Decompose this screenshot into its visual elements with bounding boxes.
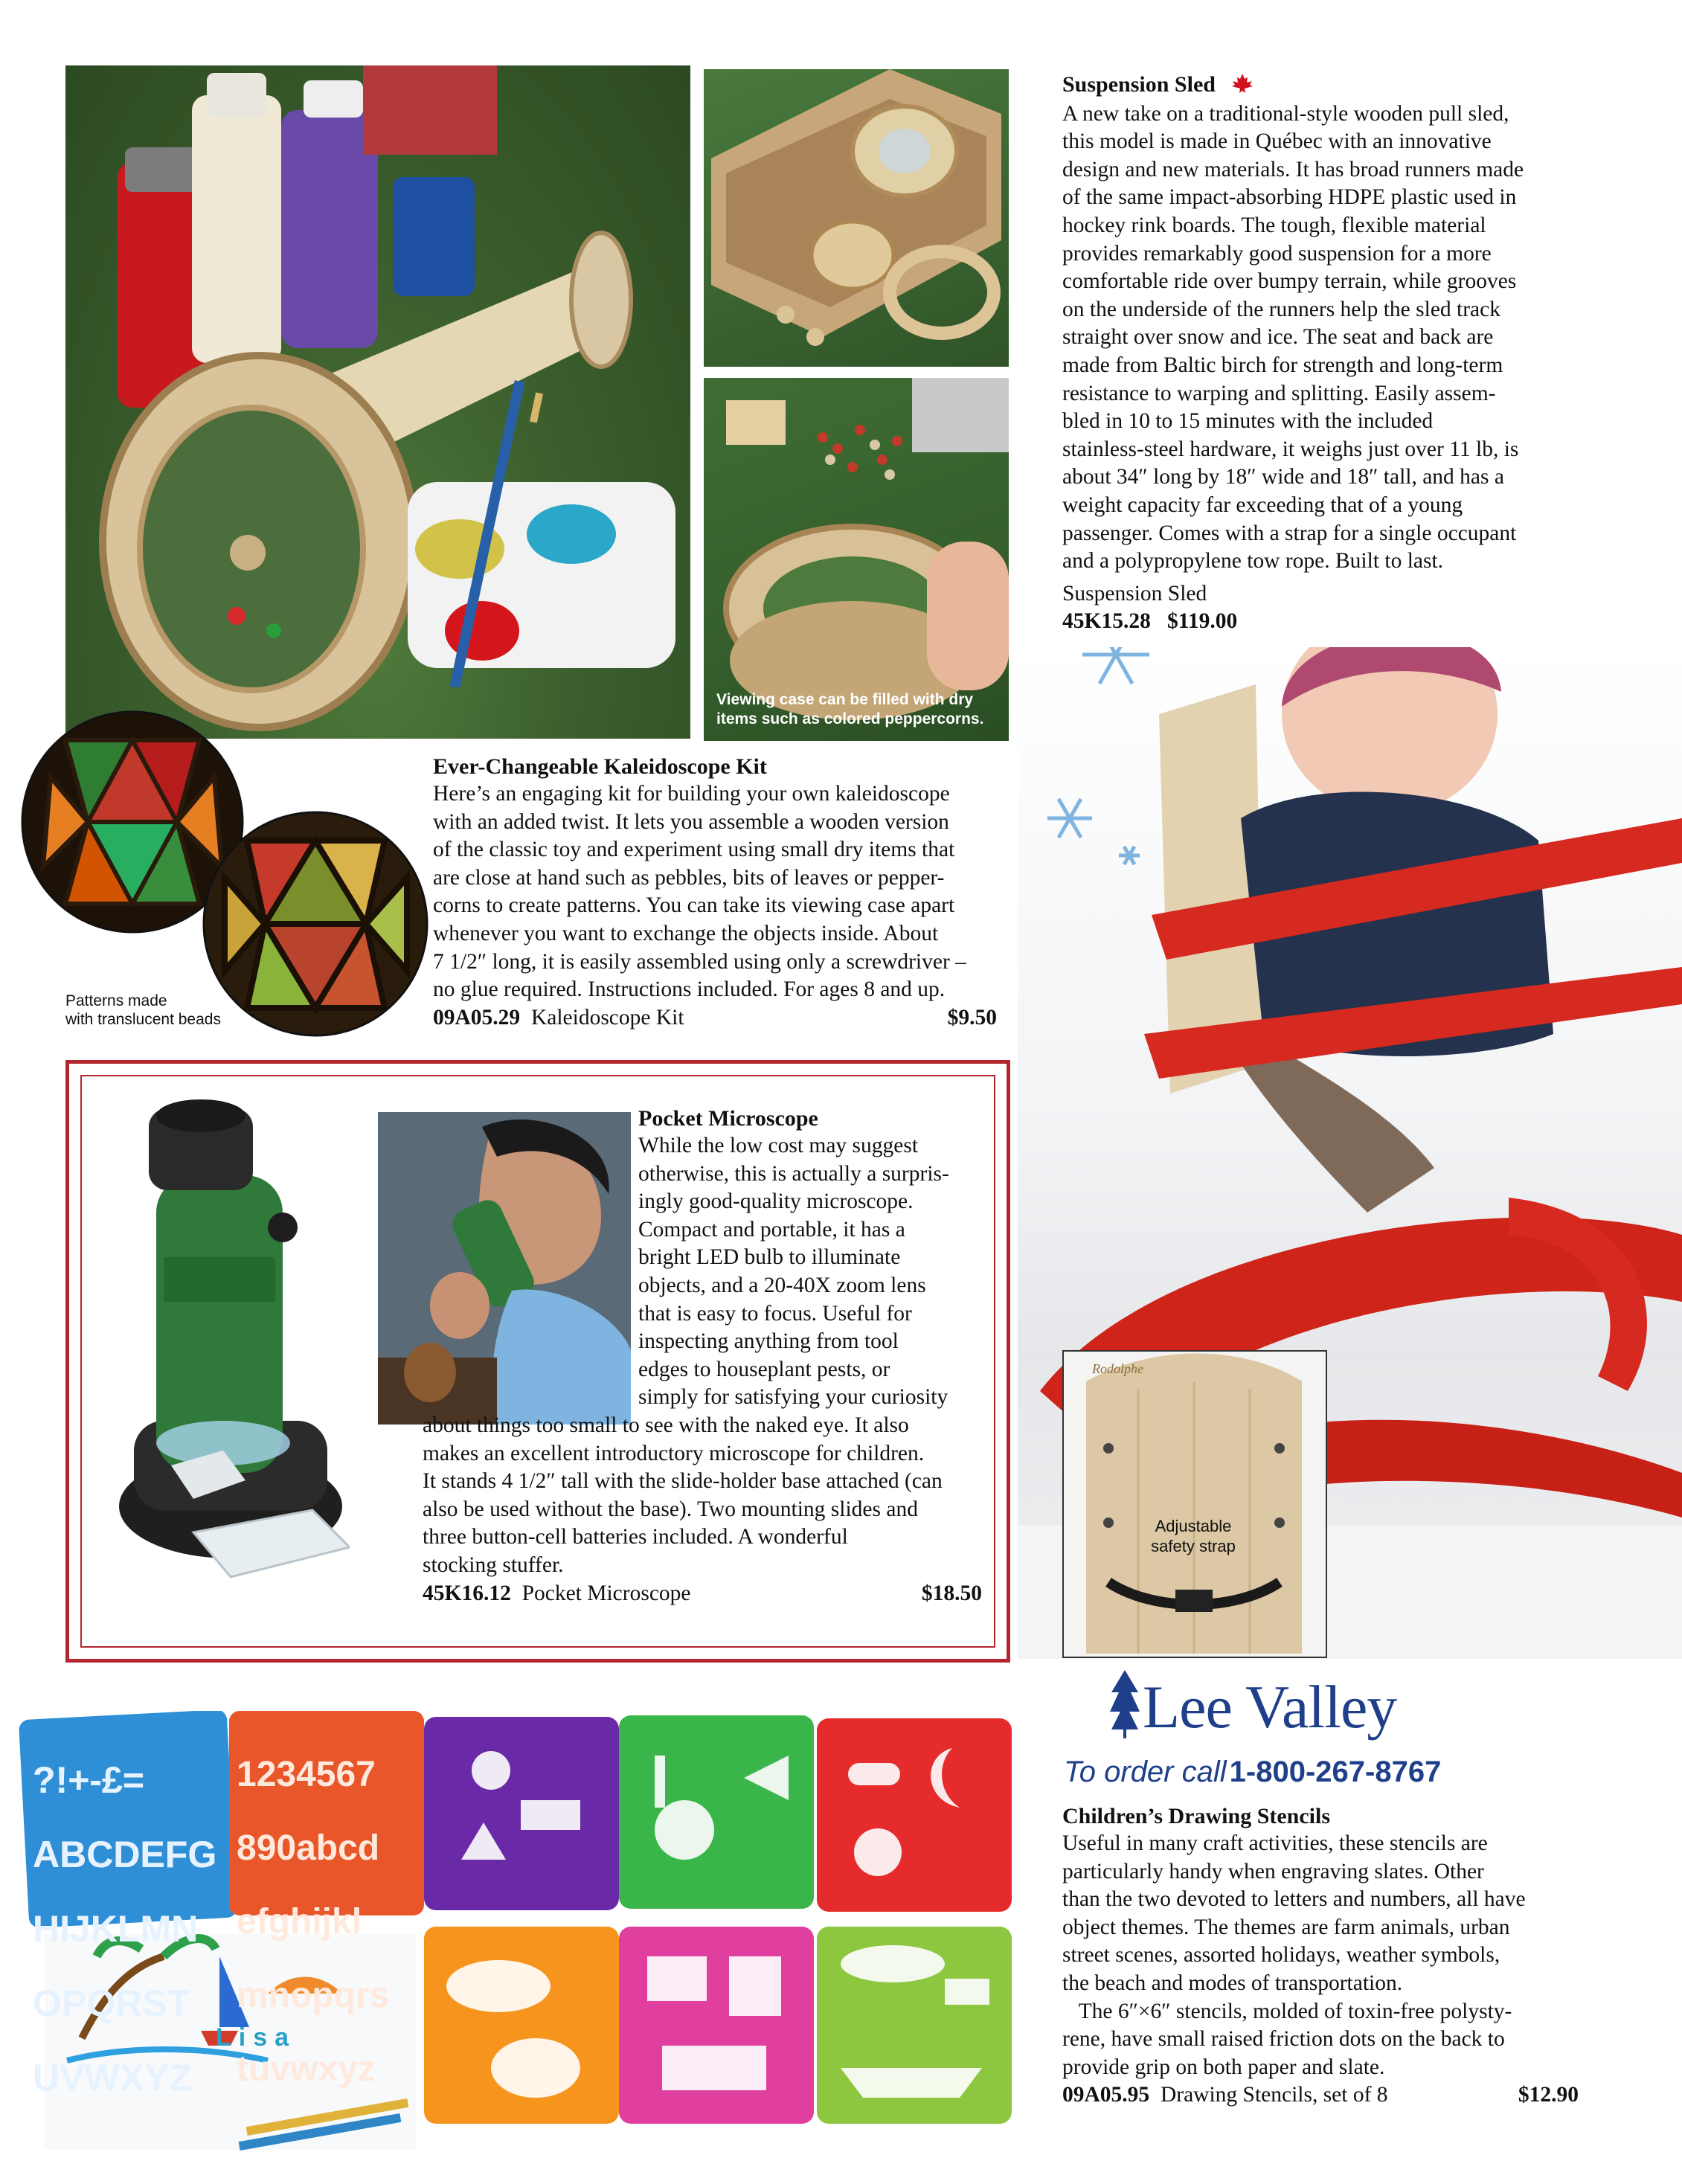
microscope-item-name: Pocket Microscope	[521, 1581, 691, 1605]
stencils-price: $12.90	[1518, 2083, 1579, 2107]
microscope-description-wide	[423, 1412, 988, 1608]
microscope-body-line: objects, and a 20-40X zoom lens	[638, 1273, 926, 1297]
kaleidoscope-body-line: no glue required. Instructions included. For ages 8 and up.	[433, 977, 946, 1002]
sled-body-line: resistance to warping and splitting. Easily assem-	[1062, 381, 1496, 405]
letters-stencil-row-line: ?!+-£=	[33, 1759, 145, 1801]
kaleidoscope-title: Ever-Changeable Kaleidoscope Kit	[433, 754, 767, 779]
microscope-body-narrow	[638, 1132, 995, 1412]
letters-stencil	[33, 1724, 226, 2133]
kaleidoscope-peppercorn-photo	[702, 376, 1011, 743]
sled-body	[1062, 100, 1657, 576]
microscope-body-line: While the low cost may suggest	[638, 1134, 919, 1157]
sled-inset-caption-line-2: safety strap	[1151, 1537, 1236, 1555]
sled-body-line: comfortable ride over bumpy terrain, while grooves	[1062, 269, 1517, 294]
sled-body-line: design and new materials. It has broad runners made	[1062, 157, 1524, 182]
microscope-order-line	[423, 1580, 988, 1608]
letters-stencil-row-line: UVWXYZ	[33, 2057, 192, 2098]
microscope-body-line: about things too small to see with the naked eye. It also	[423, 1413, 909, 1437]
kaleidoscope-body-line: 7 1/2″ long, it is easily assembled using only a screwdriver –	[433, 949, 966, 974]
stencils-order-line	[1062, 2081, 1579, 2110]
stencils-body	[1062, 1830, 1657, 2081]
sled-body-line: this model is made in Québec with an innovative	[1062, 129, 1492, 154]
sled-description	[1062, 71, 1657, 636]
microscope-body-line: also be used without the base). Two mounting slides and	[423, 1497, 918, 1521]
kaleidoscope-box-photo	[702, 67, 1011, 369]
letters-stencil-row-line: ABCDEFG	[33, 1834, 217, 1875]
letters-stencil-row-line: OPQRST	[33, 1982, 190, 2024]
seat-brand-label: Rodolphe	[1092, 1361, 1143, 1376]
kaleidoscope-body-line: whenever you want to exchange the objects inside. About	[433, 921, 939, 945]
sled-inset-caption-line-1: Adjustable	[1155, 1517, 1232, 1535]
letters-stencil-row-line: HIJKLMN	[33, 1908, 199, 1950]
stencils-description	[1062, 1802, 1657, 2110]
kaleidoscope-item-name: Kaleidoscope Kit	[530, 1005, 684, 1030]
sled-body-line: provides remarkably good suspension for a more	[1062, 241, 1492, 266]
microscope-body-line: Compact and portable, it has a	[638, 1217, 905, 1242]
stencils-title: Children’s Drawing Stencils	[1062, 1804, 1331, 1828]
numbers-stencil-row-line: efghijkl	[237, 1902, 362, 1941]
microscope-body-line: ingly good-quality microscope.	[638, 1189, 914, 1214]
microscope-body-line: edges to houseplant pests, or	[638, 1357, 890, 1381]
microscope-sku: 45K16.12	[423, 1581, 511, 1605]
sled-order-line	[1062, 608, 1657, 636]
sled-body-line: straight over snow and ice. The seat and back are	[1062, 325, 1494, 350]
kaleidoscope-body-line: are close at hand such as pebbles, bits of leaves or pepper-	[433, 865, 945, 890]
kaleidoscope-price: $9.50	[947, 1005, 997, 1030]
stencils-body-line: object themes. The themes are farm animals, urban	[1062, 1915, 1510, 1939]
kaleidoscope-sku: 09A05.29	[433, 1005, 521, 1030]
numbers-stencil-row-line: tuvwxyz	[237, 2049, 376, 2089]
stencils-body-line: rene, have small raised friction dots on the back to	[1062, 2027, 1505, 2052]
sled-body-line: passenger. Comes with a strap for a single occupant	[1062, 521, 1517, 545]
microscope-title: Pocket Microscope	[638, 1106, 818, 1131]
sled-body-line: made from Baltic birch for strength and long-term	[1062, 353, 1503, 377]
sled-body-line: about 34″ long by 18″ wide and 18″ tall, and has a	[1062, 465, 1504, 489]
numbers-stencil-row-line: 890abcd	[237, 1828, 380, 1868]
sled-body-line: of the same impact-absorbing HDPE plastic used in	[1062, 185, 1517, 210]
sled-title-line	[1062, 71, 1657, 100]
kaleidoscope-photo	[65, 65, 690, 739]
microscope-product-photo	[104, 1093, 350, 1599]
kaleidoscope-pattern-circle-2	[202, 811, 429, 1038]
microscope-body-line: It stands 4 1/2″ tall with the slide-holder base attached (can	[423, 1469, 943, 1494]
kaleidoscope-body-line: of the classic toy and experiment using small dry items that	[433, 838, 955, 862]
microscope-body-line: that is easy to focus. Useful for	[638, 1301, 912, 1326]
lee-valley-logo[interactable]	[1110, 1670, 1396, 1742]
logo-wordmark: Lee Valley	[1143, 1673, 1397, 1741]
microscope-body-wide	[423, 1412, 988, 1580]
kaleidoscope-body-line: Here’s an engaging kit for building your own kaleidoscope	[433, 782, 950, 806]
sled-body-line: on the underside of the runners help the sled track	[1062, 297, 1500, 321]
microscope-body-line: bright LED bulb to illuminate	[638, 1245, 901, 1270]
microscope-boy-photo	[378, 1112, 631, 1425]
stencils-body-line: the beach and modes of transportation.	[1062, 1971, 1403, 1995]
microscope-body-line: otherwise, this is actually a surpris-	[638, 1161, 949, 1186]
stencils-item-name: Drawing Stencils, set of 8	[1160, 2083, 1388, 2107]
microscope-description-narrow	[638, 1105, 995, 1412]
kaleidoscope-inset-caption: Viewing case can be filled with dry items such as colored peppercorns.	[716, 691, 984, 728]
order-phone[interactable]: 1-800-267-8767	[1229, 1756, 1442, 1788]
kaleidoscope-body-line: with an added twist. It lets you assemble a wooden version	[433, 809, 949, 834]
microscope-body-line: makes an excellent introductory microscope for children.	[423, 1441, 925, 1465]
sled-strap-inset	[1062, 1350, 1327, 1658]
microscope-body-line: inspecting anything from tool	[638, 1329, 899, 1354]
drawing-name: Lisa	[216, 2023, 297, 2052]
stencils-body-line: than the two devoted to letters and numbers, all have	[1062, 1887, 1526, 1912]
sled-sku: 45K15.28	[1062, 609, 1151, 634]
microscope-body-line: stocking stuffer.	[423, 1552, 564, 1577]
microscope-body-line: simply for satisfying your curiosity	[638, 1385, 948, 1410]
kaleidoscope-description	[433, 753, 1013, 1032]
sled-body-line: hockey rink boards. The tough, flexible material	[1062, 213, 1486, 237]
stencils-sku: 09A05.95	[1062, 2083, 1150, 2107]
order-phone-line	[1064, 1756, 1441, 1789]
pattern-caption-line-1: Patterns made	[65, 992, 167, 1009]
maple-leaf-icon	[1231, 73, 1254, 100]
stencils-body-line: The 6″×6″ stencils, molded of toxin-free polysty-	[1062, 1999, 1512, 2023]
stencils-body-line: particularly handy when engraving slates. Other	[1062, 1859, 1484, 1883]
sled-body-line: weight capacity far exceeding that of a young	[1062, 492, 1463, 517]
numbers-stencil-row-line: mnopqrs	[237, 1976, 390, 2015]
order-prefix: To order call	[1064, 1756, 1227, 1788]
stencils-body-line: street scenes, assorted holidays, weather symbols,	[1062, 1943, 1500, 1968]
numbers-stencil-row-line: 1234567	[237, 1755, 376, 1794]
sled-title: Suspension Sled	[1062, 72, 1216, 97]
pattern-caption-line-2: with translucent beads	[65, 1011, 221, 1028]
stencils-body-line: provide grip on both paper and slate.	[1062, 2055, 1385, 2079]
sled-body-line: A new take on a traditional-style wooden pull sled,	[1062, 101, 1509, 126]
sled-body-line: bled in 10 to 15 minutes with the included	[1062, 409, 1434, 434]
pine-tree-icon	[1110, 1670, 1140, 1742]
microscope-price: $18.50	[921, 1581, 982, 1605]
kaleidoscope-order-line	[433, 1004, 1013, 1032]
numbers-stencil	[237, 1720, 415, 2124]
pattern-caption	[65, 992, 221, 1029]
sled-item-name: Suspension Sled	[1062, 581, 1207, 606]
kaleidoscope-body	[433, 780, 1013, 1004]
sled-price: $119.00	[1166, 609, 1238, 634]
stencils-body-line: Useful in many craft activities, these stencils are	[1062, 1831, 1488, 1855]
sled-body-line: and a polypropylene tow rope. Built to last.	[1062, 549, 1444, 574]
kaleidoscope-body-line: corns to create patterns. You can take its viewing case apart	[433, 893, 955, 918]
microscope-body-line: three button-cell batteries included. A wonderful	[423, 1525, 848, 1549]
sled-body-line: stainless-steel hardware, it weighs just over 11 lb, is	[1062, 437, 1519, 461]
sled-inset-caption	[1111, 1516, 1275, 1556]
snowflake-icon	[1047, 647, 1149, 864]
